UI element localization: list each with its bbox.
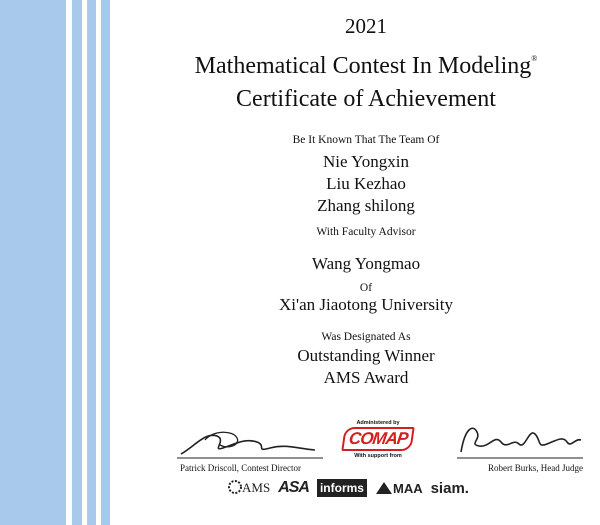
certificate-year: 2021	[345, 14, 387, 38]
team-member: Zhang shilong	[317, 196, 415, 215]
ams-emblem-icon	[228, 480, 242, 494]
designation: Outstanding Winner	[297, 346, 435, 365]
director-caption: Patrick Driscoll, Contest Director	[180, 463, 301, 473]
university-name: Xi'an Jiaotong University	[279, 295, 453, 314]
award-name: AMS Award	[323, 368, 409, 387]
head-judge-signature	[455, 418, 585, 462]
decorative-stripes	[0, 0, 132, 525]
asa-logo: ASA	[278, 479, 309, 496]
certificate-title: Certificate of Achievement	[236, 86, 496, 112]
sponsor-logos	[228, 476, 469, 500]
contest-name: Mathematical Contest In Modeling®	[194, 53, 538, 79]
maa-emblem-icon	[375, 481, 393, 495]
advisor-intro: With Faculty Advisor	[316, 226, 416, 238]
informs-logo: informs	[317, 479, 367, 497]
ams-logo: AMS	[228, 480, 270, 496]
registered-mark: ®	[531, 54, 538, 63]
comap-logo: COMAP	[341, 427, 415, 451]
team-intro: Be It Known That The Team Of	[292, 134, 440, 146]
team-member: Nie Yongxin	[323, 152, 409, 171]
director-signature	[175, 418, 325, 462]
faculty-advisor: Wang Yongmao	[311, 254, 421, 273]
siam-logo: siam.	[430, 479, 469, 497]
head-judge-caption: Robert Burks, Head Judge	[488, 463, 583, 473]
administration-block	[338, 420, 418, 459]
support-from-label: With support from	[354, 453, 402, 459]
maa-logo: MAA	[375, 481, 423, 496]
team-member: Liu Kezhao	[326, 174, 406, 193]
administered-by-label: Administered by	[356, 420, 400, 426]
of-label: Of	[359, 282, 373, 294]
designation-intro: Was Designated As	[321, 331, 411, 343]
